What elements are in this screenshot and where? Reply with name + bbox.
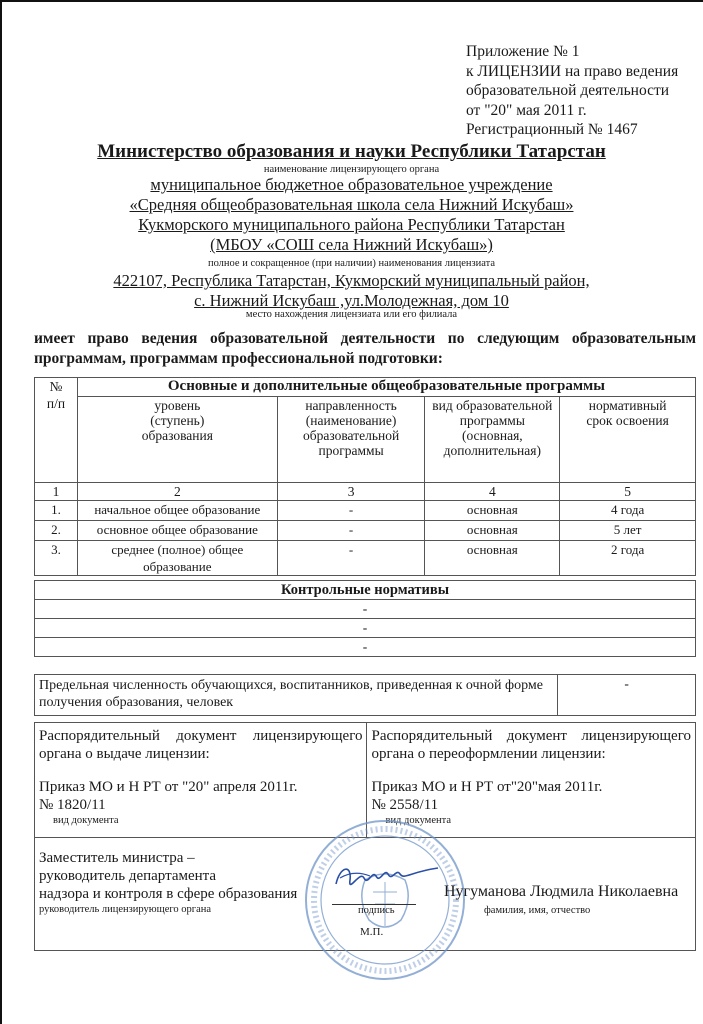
control-norm-row: - (35, 600, 696, 619)
org-line: Кукморского муниципального района Республики Татарстан (138, 215, 565, 234)
row-number: 1. (35, 501, 78, 521)
programs-table (34, 377, 696, 576)
position-line: руководитель департамента (39, 868, 217, 884)
control-norms-table (34, 580, 696, 657)
signature-stroke (340, 873, 370, 878)
table-row (35, 541, 696, 576)
program-kind: основная (425, 521, 560, 541)
appendix-header (466, 42, 678, 140)
program-kind: основная (425, 541, 560, 576)
table-row (35, 501, 696, 521)
num-header: № п/п (35, 378, 78, 483)
row-number: 3. (35, 541, 78, 576)
ministry-caption: наименование лицензирующего органа (263, 164, 440, 175)
program-term: 5 лет (560, 521, 696, 541)
reissue-order-number: № 2558/11 (371, 797, 439, 813)
control-norm-row: - (35, 638, 696, 657)
control-norm-row: - (35, 619, 696, 638)
appendix-line: к ЛИЦЕНЗИИ на право ведения (466, 62, 679, 80)
org-caption: полное и сокращенное (при наличии) наименования лицензиата (207, 258, 496, 269)
column-number: 3 (277, 483, 425, 501)
column-number: 4 (425, 483, 560, 501)
reissue-order-label: Распорядительный документ лицензирующего органа о переоформлении лицензии: (371, 728, 691, 762)
reissue-order-text: Приказ МО и Н РТ от"20"мая 2011г. (371, 779, 603, 795)
position-line: надзора и контроля в сфере образования (39, 886, 298, 902)
row-number: 2. (35, 521, 78, 541)
column-header: нормативный срок освоения (560, 397, 696, 483)
control-norms-title: Контрольные нормативы (35, 581, 696, 600)
signer-position (39, 849, 297, 916)
appendix-line: от "20" мая 2011 г. (466, 101, 587, 119)
program-direction: - (277, 501, 425, 521)
education-level: основное общее образование (77, 521, 277, 541)
address-line: с. Нижний Искубаш ,ул.Молодежная, дом 10 (194, 291, 509, 310)
issue-order-caption: вид документа (53, 815, 119, 826)
seal-caption: М.П. (360, 926, 384, 938)
position-caption: руководитель лицензирующего органа (39, 904, 212, 915)
student-limit-label: Предельная численность обучающихся, воспитанников, приведенная к очной форме получения образования, человек (35, 675, 558, 716)
right-statement: имеет право ведения образовательной деятельности по следующим образовательным программам, программам профессиональной подготовки: (34, 330, 696, 367)
issue-order-label: Распорядительный документ лицензирующего органа о выдаче лицензии: (39, 728, 363, 762)
education-level: среднее (полное) общее образование (77, 541, 277, 576)
student-limit-table (34, 674, 696, 716)
program-kind: основная (425, 501, 560, 521)
org-line: «Средняя общеобразовательная школа села Нижний Искубаш» (129, 195, 574, 214)
program-direction: - (277, 541, 425, 576)
issue-order-text: Приказ МО и Н РТ от "20" апреля 2011г. (39, 779, 298, 795)
education-level: начальное общее образование (77, 501, 277, 521)
reissue-order-caption: вид документа (385, 815, 451, 826)
column-number: 1 (35, 483, 78, 501)
org-line: (МБОУ «СОШ села Нижний Искубаш») (210, 235, 493, 254)
appendix-line: Приложение № 1 (466, 43, 580, 60)
address (0, 271, 703, 311)
table-row (35, 521, 696, 541)
appendix-line: Регистрационный № 1467 (466, 121, 638, 138)
signer-name: Нугуманова Людмила Николаевна (444, 883, 679, 900)
issue-order-number: № 1820/11 (39, 797, 106, 813)
student-limit-value: - (558, 675, 696, 716)
address-caption: место нахождения лицензиата или его филиала (245, 309, 458, 320)
column-number: 5 (560, 483, 696, 501)
program-term: 4 года (560, 501, 696, 521)
organization-name (0, 175, 703, 255)
org-line: муниципальное бюджетное образовательное учреждение (150, 175, 553, 194)
appendix-line: образовательной деятельности (466, 82, 670, 99)
program-direction: - (277, 521, 425, 541)
signer-name-caption: фамилия, имя, отчество (484, 905, 591, 916)
column-header: вид образовательной программы (основная, дополнительная) (425, 397, 560, 483)
signature-stroke (336, 868, 438, 884)
signature-caption: подпись (358, 905, 395, 916)
column-header: уровень (ступень) образования (77, 397, 277, 483)
official-seal-icon (303, 818, 467, 982)
column-number: 2 (77, 483, 277, 501)
page-edge-top (0, 0, 703, 2)
address-line: 422107, Республика Татарстан, Кукморский муниципальный район, (113, 271, 590, 290)
position-line: Заместитель министра – (39, 850, 195, 866)
program-term: 2 года (560, 541, 696, 576)
column-header: направленность (наименование) образовательной программы (277, 397, 425, 483)
signature-icon (330, 860, 440, 900)
ministry-title: Министерство образования и науки Республики Татарстан (97, 141, 606, 162)
programs-title: Основные и дополнительные общеобразовательные программы (77, 378, 695, 397)
